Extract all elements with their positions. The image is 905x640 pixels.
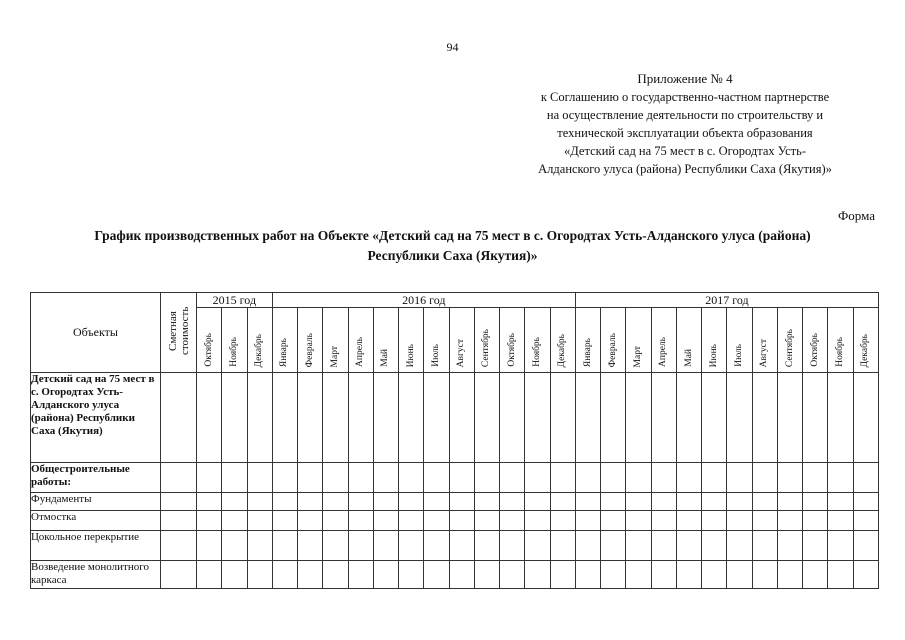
- schedule-cell: [449, 493, 474, 511]
- month-header: [651, 308, 676, 373]
- schedule-cell: [424, 463, 449, 493]
- schedule-cell: [651, 493, 676, 511]
- schedule-cell: [550, 493, 575, 511]
- schedule-cell: [676, 373, 701, 463]
- schedule-cell: [197, 463, 222, 493]
- schedule-cell: [424, 561, 449, 589]
- schedule-cell: [525, 561, 550, 589]
- schedule-cell: [247, 561, 272, 589]
- month-label: Октябрь: [809, 333, 820, 367]
- schedule-cell: [272, 561, 297, 589]
- month-header: [601, 308, 626, 373]
- schedule-cell: [500, 463, 525, 493]
- schedule-cell: [197, 373, 222, 463]
- schedule-cell: [500, 531, 525, 561]
- month-label: Август: [456, 338, 467, 367]
- schedule-cell: [449, 463, 474, 493]
- month-header: [222, 308, 247, 373]
- schedule-cell: [651, 561, 676, 589]
- schedule-cell: [222, 531, 247, 561]
- schedule-cell: [298, 561, 323, 589]
- schedule-cell: [676, 493, 701, 511]
- month-label: Март: [633, 345, 644, 367]
- appendix-block: [495, 70, 875, 178]
- month-label: Август: [759, 338, 770, 367]
- month-label: Февраль: [607, 332, 618, 367]
- schedule-cell: [348, 511, 373, 531]
- row-label: Возведение монолитного каркаса: [31, 561, 161, 589]
- schedule-cell: [373, 561, 398, 589]
- schedule-cell: [222, 493, 247, 511]
- schedule-cell: [727, 511, 752, 531]
- cost-cell: [161, 511, 197, 531]
- schedule-cell: [474, 463, 499, 493]
- schedule-cell: [853, 373, 878, 463]
- schedule-cell: [222, 511, 247, 531]
- month-label: Ноябрь: [835, 337, 846, 367]
- schedule-cell: [474, 493, 499, 511]
- month-header: [474, 308, 499, 373]
- schedule-cell: [272, 531, 297, 561]
- schedule-cell: [500, 561, 525, 589]
- schedule-cell: [474, 561, 499, 589]
- schedule-cell: [601, 463, 626, 493]
- schedule-cell: [525, 531, 550, 561]
- month-label: Май: [683, 349, 694, 367]
- table-row: [31, 463, 879, 493]
- schedule-cell: [550, 561, 575, 589]
- schedule-cell: [752, 373, 777, 463]
- schedule-cell: [424, 531, 449, 561]
- schedule-cell: [752, 531, 777, 561]
- schedule-cell: [828, 561, 853, 589]
- schedule-cell: [272, 463, 297, 493]
- month-label: Ноябрь: [531, 337, 542, 367]
- month-header: [676, 308, 701, 373]
- schedule-cell: [298, 531, 323, 561]
- schedule-cell: [777, 561, 802, 589]
- appendix-line: технической эксплуатации объекта образования: [557, 126, 813, 140]
- schedule-cell: [601, 561, 626, 589]
- schedule-cell: [222, 463, 247, 493]
- month-label: Декабрь: [254, 333, 265, 367]
- schedule-cell: [399, 493, 424, 511]
- cost-cell: [161, 531, 197, 561]
- year-header: 2016 год: [272, 293, 575, 308]
- month-label: Январь: [582, 337, 593, 367]
- schedule-cell: [247, 373, 272, 463]
- appendix-line: к Соглашению о государственно-частном партнерстве: [540, 90, 830, 104]
- month-header: [550, 308, 575, 373]
- objects-header: Объекты: [31, 293, 161, 373]
- schedule-cell: [777, 511, 802, 531]
- row-label: Общестроительные работы:: [31, 463, 161, 493]
- month-label: Декабрь: [860, 333, 871, 367]
- schedule-cell: [424, 511, 449, 531]
- schedule-cell: [727, 463, 752, 493]
- schedule-cell: [727, 493, 752, 511]
- schedule-cell: [323, 493, 348, 511]
- schedule-cell: [676, 463, 701, 493]
- schedule-cell: [853, 463, 878, 493]
- schedule-cell: [853, 561, 878, 589]
- schedule-cell: [449, 561, 474, 589]
- schedule-cell: [702, 511, 727, 531]
- schedule-cell: [197, 531, 222, 561]
- month-header: [424, 308, 449, 373]
- cost-cell: [161, 373, 197, 463]
- cost-cell: [161, 463, 197, 493]
- schedule-cell: [601, 493, 626, 511]
- schedule-cell: [702, 531, 727, 561]
- month-header: [777, 308, 802, 373]
- schedule-cell: [803, 373, 828, 463]
- schedule-cell: [500, 511, 525, 531]
- month-label: Январь: [279, 337, 290, 367]
- schedule-cell: [752, 493, 777, 511]
- month-header: [803, 308, 828, 373]
- schedule-cell: [702, 463, 727, 493]
- month-header: [348, 308, 373, 373]
- schedule-cell: [777, 463, 802, 493]
- schedule-cell: [853, 511, 878, 531]
- schedule-cell: [702, 561, 727, 589]
- month-header: [399, 308, 424, 373]
- schedule-cell: [272, 493, 297, 511]
- schedule-cell: [373, 373, 398, 463]
- month-label: Июнь: [405, 343, 416, 367]
- schedule-cell: [803, 531, 828, 561]
- schedule-cell: [474, 373, 499, 463]
- schedule-cell: [828, 493, 853, 511]
- schedule-cell: [828, 531, 853, 561]
- schedule-cell: [828, 463, 853, 493]
- schedule-cell: [348, 493, 373, 511]
- month-label: Октябрь: [203, 333, 214, 367]
- schedule-cell: [853, 531, 878, 561]
- month-label: Сентябрь: [784, 328, 795, 367]
- month-header: [247, 308, 272, 373]
- schedule-cell: [197, 511, 222, 531]
- schedule-cell: [373, 463, 398, 493]
- row-label: Отмостка: [31, 511, 161, 531]
- schedule-cell: [500, 493, 525, 511]
- month-header: [373, 308, 398, 373]
- schedule-cell: [575, 561, 600, 589]
- month-header: [272, 308, 297, 373]
- month-label: Май: [380, 349, 391, 367]
- schedule-cell: [803, 463, 828, 493]
- schedule-cell: [323, 531, 348, 561]
- schedule-cell: [399, 463, 424, 493]
- schedule-cell: [525, 511, 550, 531]
- schedule-cell: [323, 511, 348, 531]
- schedule-table: [30, 292, 879, 589]
- schedule-cell: [727, 531, 752, 561]
- schedule-cell: [373, 493, 398, 511]
- schedule-cell: [272, 373, 297, 463]
- schedule-cell: [525, 373, 550, 463]
- schedule-cell: [373, 531, 398, 561]
- schedule-cell: [550, 463, 575, 493]
- schedule-cell: [424, 373, 449, 463]
- month-header: [575, 308, 600, 373]
- schedule-cell: [702, 373, 727, 463]
- month-header: [702, 308, 727, 373]
- schedule-cell: [676, 561, 701, 589]
- schedule-cell: [272, 511, 297, 531]
- schedule-cell: [853, 493, 878, 511]
- schedule-cell: [500, 373, 525, 463]
- document-title: [20, 226, 885, 266]
- schedule-cell: [348, 561, 373, 589]
- schedule-cell: [803, 493, 828, 511]
- schedule-cell: [247, 511, 272, 531]
- schedule-cell: [601, 511, 626, 531]
- month-header: [197, 308, 222, 373]
- schedule-cell: [752, 561, 777, 589]
- month-header: [626, 308, 651, 373]
- schedule-cell: [828, 373, 853, 463]
- schedule-cell: [222, 561, 247, 589]
- schedule-cell: [575, 511, 600, 531]
- month-header: [449, 308, 474, 373]
- row-label: Детский сад на 75 мест в с. Огородтах Усть-Алданского улуса (района) Республики Саха (Якутия): [31, 373, 161, 463]
- schedule-cell: [247, 493, 272, 511]
- schedule-cell: [575, 463, 600, 493]
- schedule-cell: [626, 511, 651, 531]
- table-row: [31, 493, 879, 511]
- month-label: Март: [329, 345, 340, 367]
- schedule-cell: [626, 463, 651, 493]
- schedule-cell: [626, 561, 651, 589]
- row-label: Фундаменты: [31, 493, 161, 511]
- schedule-cell: [197, 493, 222, 511]
- schedule-cell: [298, 373, 323, 463]
- schedule-cell: [777, 531, 802, 561]
- schedule-cell: [399, 531, 424, 561]
- schedule-cell: [575, 373, 600, 463]
- table-row: [31, 531, 879, 561]
- schedule-cell: [323, 463, 348, 493]
- schedule-cell: [449, 531, 474, 561]
- month-label: Ноябрь: [228, 337, 239, 367]
- appendix-line: Алданского улуса (района) Республики Саха (Якутия)»: [538, 162, 832, 176]
- schedule-cell: [777, 373, 802, 463]
- schedule-cell: [676, 531, 701, 561]
- appendix-line: «Детский сад на 75 мест в с. Огородтах Усть-: [563, 144, 807, 158]
- schedule-cell: [247, 531, 272, 561]
- schedule-cell: [803, 511, 828, 531]
- month-label: Сентябрь: [481, 328, 492, 367]
- schedule-cell: [298, 493, 323, 511]
- schedule-cell: [626, 531, 651, 561]
- schedule-cell: [651, 531, 676, 561]
- schedule-cell: [601, 373, 626, 463]
- schedule-cell: [449, 373, 474, 463]
- schedule-cell: [399, 373, 424, 463]
- schedule-cell: [550, 373, 575, 463]
- month-label: Июнь: [708, 343, 719, 367]
- month-label: Июль: [430, 344, 441, 367]
- schedule-cell: [550, 531, 575, 561]
- schedule-cell: [399, 561, 424, 589]
- cost-cell: [161, 561, 197, 589]
- schedule-cell: [298, 511, 323, 531]
- month-label: Октябрь: [506, 333, 517, 367]
- form-label: Форма: [838, 208, 875, 223]
- schedule-cell: [298, 463, 323, 493]
- schedule-cell: [727, 373, 752, 463]
- schedule-cell: [575, 531, 600, 561]
- month-label: Апрель: [658, 337, 669, 367]
- schedule-cell: [474, 531, 499, 561]
- month-header: [752, 308, 777, 373]
- month-label: Февраль: [304, 332, 315, 367]
- schedule-cell: [828, 511, 853, 531]
- month-header: [525, 308, 550, 373]
- cost-cell: [161, 493, 197, 511]
- year-header: 2017 год: [575, 293, 878, 308]
- schedule-cell: [676, 511, 701, 531]
- schedule-cell: [247, 463, 272, 493]
- schedule-cell: [752, 511, 777, 531]
- schedule-cell: [777, 493, 802, 511]
- row-label: Цокольное перекрытие: [31, 531, 161, 561]
- month-label: Июль: [734, 344, 745, 367]
- cost-header-label: Сметная стоимость: [166, 306, 191, 356]
- schedule-cell: [197, 561, 222, 589]
- month-header: [828, 308, 853, 373]
- schedule-cell: [323, 373, 348, 463]
- cost-header: [161, 293, 197, 373]
- schedule-cell: [424, 493, 449, 511]
- schedule-cell: [626, 493, 651, 511]
- schedule-cell: [803, 561, 828, 589]
- month-header: [298, 308, 323, 373]
- appendix-title: Приложение № 4: [637, 71, 733, 86]
- schedule-cell: [651, 463, 676, 493]
- page-number: 94: [446, 40, 459, 54]
- schedule-cell: [222, 373, 247, 463]
- schedule-cell: [525, 463, 550, 493]
- month-header: [727, 308, 752, 373]
- schedule-cell: [474, 511, 499, 531]
- schedule-cell: [348, 373, 373, 463]
- schedule-cell: [525, 493, 550, 511]
- table-row: [31, 561, 879, 589]
- appendix-line: на осуществление деятельности по строительству и: [546, 108, 824, 122]
- schedule-cell: [702, 493, 727, 511]
- month-header: [323, 308, 348, 373]
- month-header: [500, 308, 525, 373]
- schedule-cell: [373, 511, 398, 531]
- table-row: [31, 373, 879, 463]
- schedule-cell: [348, 463, 373, 493]
- schedule-cell: [323, 561, 348, 589]
- schedule-cell: [550, 511, 575, 531]
- month-label: Апрель: [355, 337, 366, 367]
- schedule-cell: [601, 531, 626, 561]
- schedule-cell: [399, 511, 424, 531]
- schedule-cell: [752, 463, 777, 493]
- month-header: [853, 308, 878, 373]
- title-line: Республики Саха (Якутия)»: [367, 248, 538, 263]
- year-header: 2015 год: [197, 293, 273, 308]
- schedule-cell: [651, 373, 676, 463]
- schedule-cell: [449, 511, 474, 531]
- table-row: [31, 511, 879, 531]
- schedule-cell: [348, 531, 373, 561]
- title-line: График производственных работ на Объекте «Детский сад на 75 мест в с. Огородтах Усть-Алданского улуса (района): [94, 228, 811, 243]
- schedule-cell: [727, 561, 752, 589]
- schedule-cell: [626, 373, 651, 463]
- month-label: Декабрь: [557, 333, 568, 367]
- schedule-cell: [575, 493, 600, 511]
- schedule-cell: [651, 511, 676, 531]
